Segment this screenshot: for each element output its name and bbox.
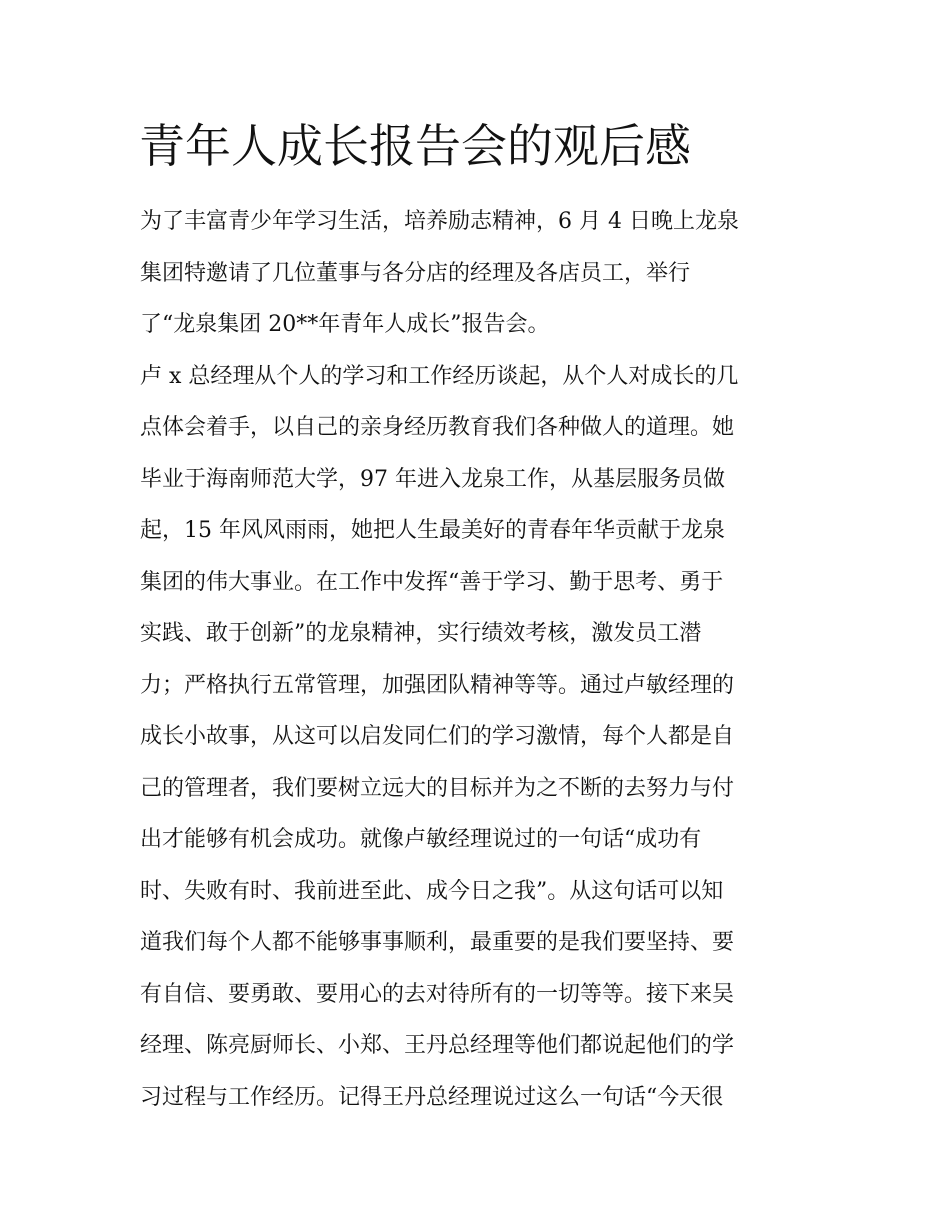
text-line: 己的管理者，我们要树立远大的目标并为之不断的去努力与付 <box>140 775 735 801</box>
text-line: 集团的伟大事业。在工作中发挥“善于学习、勤于思考、勇于 <box>140 569 724 595</box>
document-body <box>140 200 820 1127</box>
text-line: 出才能够有机会成功。就像卢敏经理说过的一句话“成功有 <box>140 827 702 852</box>
text-line: 毕业于海南师范大学，97 年进入龙泉工作，从基层服务员做 <box>140 466 725 492</box>
text-line: 起，15 年风风雨雨，她把人生最美好的青春年华贡献于龙泉 <box>140 518 725 543</box>
document-title: 青年人成长报告会的观后感 <box>139 119 691 173</box>
text-line: 力；严格执行五常管理，加强团队精神等等。通过卢敏经理的 <box>140 672 735 698</box>
text-line: 时、失败有时、我前进至此、成今日之我”。从这句话可以知 <box>140 878 724 904</box>
text-line: 点体会着手，以自己的亲身经历教育我们各种做人的道理。她 <box>140 415 735 440</box>
text-line: 有自信、要勇敢、要用心的去对待所有的一切等等。接下来吴 <box>140 981 735 1007</box>
text-line: 为了丰富青少年学习生活，培养励志精神，6 月 4 日晚上龙泉 <box>140 209 739 234</box>
text-line: 了“龙泉集团 20**年青年人成长”报告会。 <box>140 312 550 337</box>
text-line: 成长小故事，从这可以启发同仁们的学习激情，每个人都是自 <box>140 724 735 749</box>
text-line: 经理、陈亮厨师长、小郑、王丹总经理等他们都说起他们的学 <box>140 1033 735 1058</box>
text-line: 道我们每个人都不能够事事顺利，最重要的是我们要坚持、要 <box>140 930 735 955</box>
text-line: 习过程与工作经历。记得王丹总经理说过这么一句话“今天很 <box>140 1084 724 1110</box>
text-line: 实践、敢于创新”的龙泉精神，实行绩效考核，激发员工潜 <box>140 621 702 646</box>
text-line: 卢 x 总经理从个人的学习和工作经历谈起，从个人对成长的几 <box>140 363 739 389</box>
text-line: 集团特邀请了几位董事与各分店的经理及各店员工，举行 <box>140 260 691 286</box>
